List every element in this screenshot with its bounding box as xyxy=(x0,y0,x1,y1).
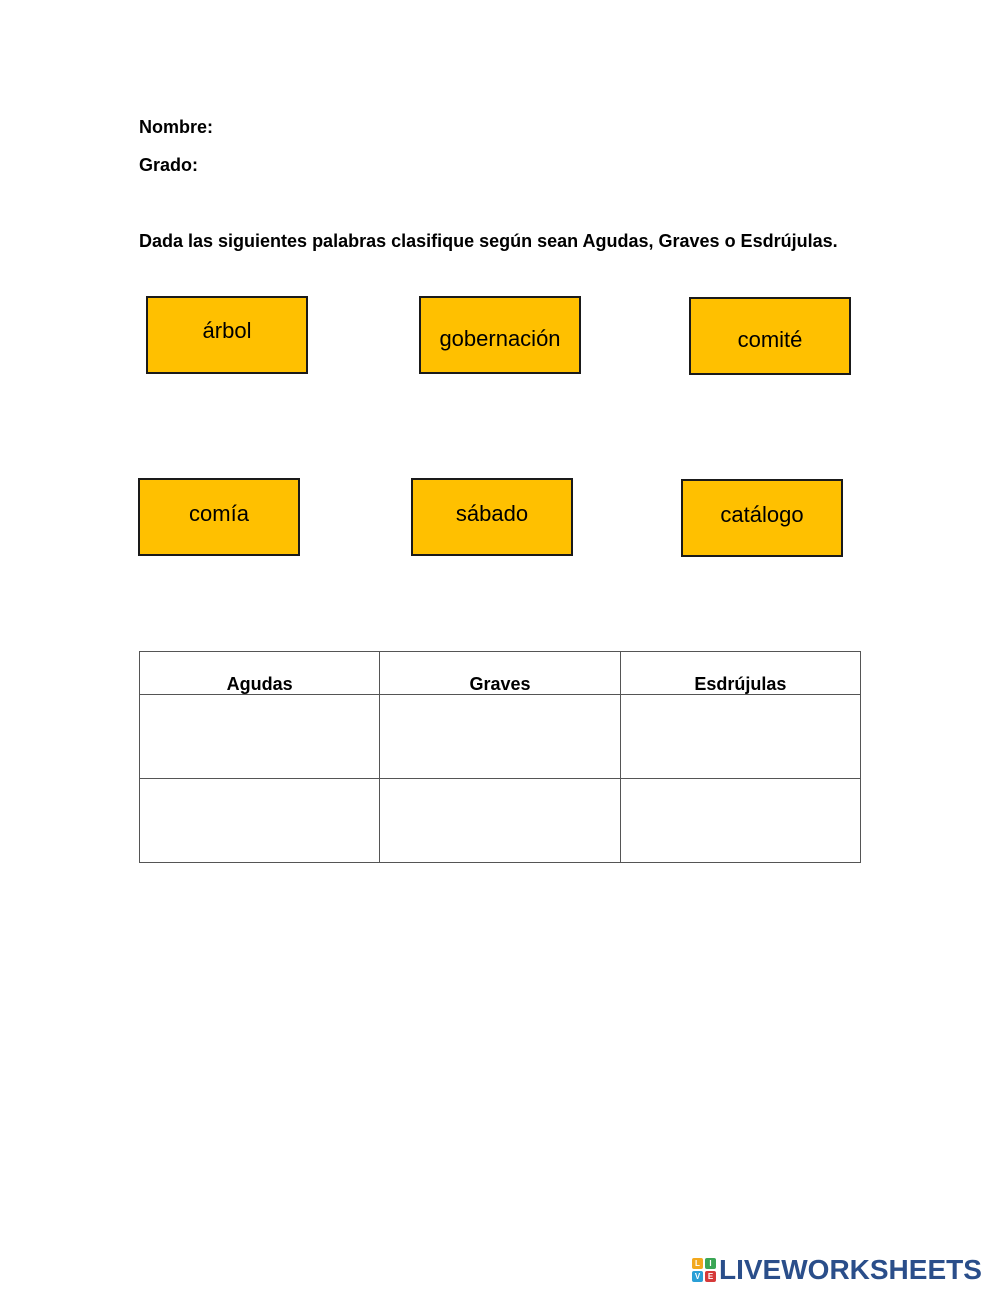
word-text: sábado xyxy=(455,501,529,526)
word-text: comité xyxy=(737,327,803,352)
logo-tiles-icon xyxy=(692,1258,716,1282)
logo-tile: E xyxy=(705,1271,716,1282)
logo-tile: I xyxy=(705,1258,716,1269)
liveworksheets-logo xyxy=(692,1255,982,1285)
column-header-esdrujulas: Esdrújulas xyxy=(620,652,860,695)
drop-cell-esdrujulas[interactable] xyxy=(620,695,860,779)
drop-cell-agudas[interactable] xyxy=(140,695,380,779)
logo-tile: V xyxy=(692,1271,703,1282)
logo-text: LIVEWORKSHEETS xyxy=(719,1254,982,1285)
drop-cell-graves[interactable] xyxy=(380,779,620,863)
word-card-sabado[interactable] xyxy=(411,478,573,556)
name-label: Nombre: xyxy=(139,117,214,137)
word-text: catálogo xyxy=(720,502,804,527)
column-header-agudas: Agudas xyxy=(140,652,380,695)
word-text: gobernación xyxy=(439,326,561,351)
word-card-gobernacion[interactable] xyxy=(419,296,581,374)
grade-label: Grado: xyxy=(139,155,199,175)
word-card-arbol[interactable] xyxy=(146,296,308,374)
word-card-comite[interactable] xyxy=(689,297,851,375)
drop-cell-esdrujulas[interactable] xyxy=(620,779,860,863)
word-card-catalogo[interactable] xyxy=(681,479,843,557)
instructions-text: Dada las siguientes palabras clasifique según sean Agudas, Graves o Esdrújulas. xyxy=(139,231,838,251)
logo-tile: L xyxy=(692,1258,703,1269)
drop-cell-agudas[interactable] xyxy=(140,779,380,863)
drop-cell-graves[interactable] xyxy=(380,695,620,779)
classification-table xyxy=(139,651,861,863)
column-header-graves: Graves xyxy=(380,652,620,695)
table-header-row xyxy=(140,652,861,695)
table-row xyxy=(140,695,861,779)
word-card-comia[interactable] xyxy=(138,478,300,556)
word-text: árbol xyxy=(202,318,252,343)
word-text: comía xyxy=(189,501,249,526)
table-row xyxy=(140,779,861,863)
